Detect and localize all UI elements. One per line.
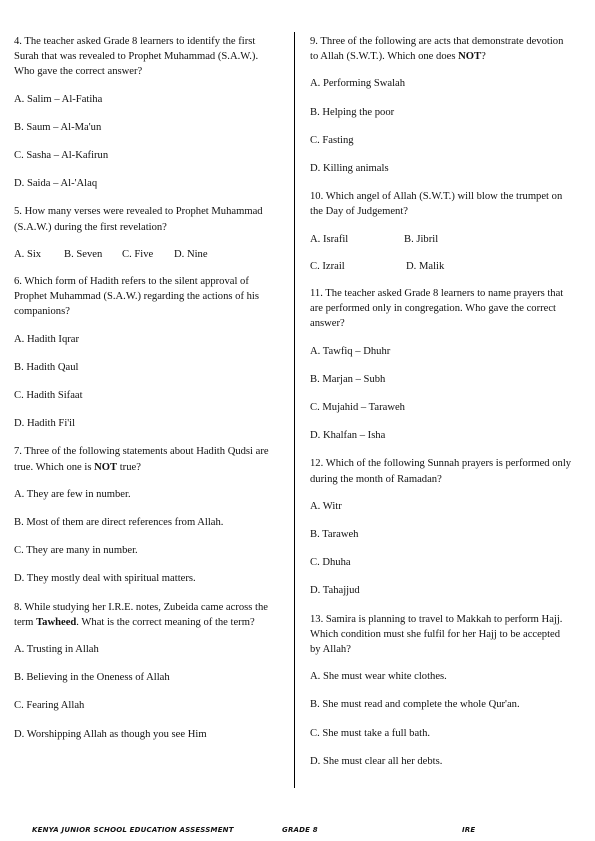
question-6: 6. Which form of Hadith refers to the silent approval of Prophet Muhammad (S.A.W.) regarding the actions of his companions? [14, 276, 259, 318]
q4-option-a: A. Salim – Al-Fatiha [14, 93, 103, 105]
q10-option-d: D. Malik [406, 260, 445, 272]
q9-option-a: A. Performing Swalah [310, 78, 406, 90]
q8-text: 8. While studying her I.R.E. notes, Zubeida came across the term [14, 601, 268, 628]
question-9 [310, 34, 572, 64]
q9-emphasis: NOT [458, 51, 482, 63]
q9-option-d: D. Killing animals [310, 163, 389, 175]
q12-option-d: D. Tahajjud [310, 585, 360, 597]
q10-option-b: B. Jibril [404, 233, 439, 245]
q12-option-c: C. Dhuha [310, 557, 351, 569]
q13-option-b: B. She must read and complete the whole Qur'an. [310, 699, 520, 711]
q5-option-a: A. Six [14, 248, 42, 260]
q8-option-d: D. Worshipping Allah as though you see Him [14, 728, 207, 740]
q7-emphasis: NOT [94, 461, 118, 473]
q7-option-a: A. They are few in number. [14, 488, 131, 500]
q5-option-b: B. Seven [64, 248, 103, 260]
q7-text: 7. Three of the following statements about Hadith Qudsi are true. Which one is [14, 446, 269, 473]
q8-option-a: A. Trusting in Allah [14, 644, 99, 656]
q5-option-c: C. Five [122, 248, 154, 260]
q9-option-b: B. Helping the poor [310, 106, 395, 118]
footer-grade: GRADE 8 [282, 826, 318, 834]
q6-option-d: D. Hadith Fi'il [14, 418, 76, 430]
q5-options-row [14, 247, 272, 262]
q12-option-b: B. Taraweh [310, 529, 359, 541]
question-12: 12. Which of the following Sunnah prayers is performed only during the month of Ramadan? [310, 458, 572, 485]
q7-option-b: B. Most of them are direct references from Allah. [14, 517, 224, 529]
q4-option-c: C. Sasha – Al-Kafirun [14, 150, 109, 162]
question-11: 11. The teacher asked Grade 8 learners to name prayers that are performed only in congregation. Who gave the correct answer? [310, 288, 564, 330]
q8-text-end: . What is the correct meaning of the term? [76, 616, 255, 628]
q10-options-row-2 [310, 259, 572, 274]
q8-emphasis: Tawheed [36, 616, 77, 628]
q13-option-a: A. She must wear white clothes. [310, 671, 447, 683]
q7-option-c: C. They are many in number. [14, 545, 138, 557]
q8-option-b: B. Believing in the Oneness of Allah [14, 672, 170, 684]
q6-option-b: B. Hadith Qaul [14, 361, 79, 373]
right-column [310, 34, 572, 782]
footer-subject: IRE [462, 826, 476, 834]
question-5: 5. How many verses were revealed to Prophet Muhammad (S.A.W.) during the first revelation? [14, 206, 263, 233]
q7-option-d: D. They mostly deal with spiritual matters. [14, 573, 196, 585]
q13-option-d: D. She must clear all her debts. [310, 755, 443, 767]
question-4: 4. The teacher asked Grade 8 learners to identify the first Surah that was revealed to Prophet Muhammad (S.A.W.). Who gave the correct answer? [14, 36, 259, 78]
q11-option-d: D. Khalfan – Isha [310, 430, 386, 442]
left-column [14, 34, 272, 755]
q10-option-c: C. Izrail [310, 260, 345, 272]
q4-option-b: B. Saum – Al-Ma'un [14, 121, 102, 133]
q9-option-c: C. Fasting [310, 134, 354, 146]
q11-option-a: A. Tawfiq – Dhuhr [310, 345, 391, 357]
q11-option-c: C. Mujahid – Taraweh [310, 402, 405, 414]
q8-option-c: C. Fearing Allah [14, 700, 85, 712]
question-7 [14, 444, 272, 474]
q13-option-c: C. She must take a full bath. [310, 727, 431, 739]
q5-option-d: D. Nine [174, 248, 208, 260]
question-8 [14, 600, 272, 630]
q10-option-a: A. Israfil [310, 233, 349, 245]
column-divider [294, 32, 295, 788]
q9-text-end: ? [481, 51, 486, 63]
q11-option-b: B. Marjan – Subh [310, 373, 386, 385]
q4-option-d: D. Saida – Al-'Alaq [14, 178, 98, 190]
q12-option-a: A. Witr [310, 500, 342, 512]
q6-option-a: A. Hadith Iqrar [14, 333, 80, 345]
q9-text: 9. Three of the following are acts that demonstrate devotion to Allah (S.W.T.). Which one does [310, 36, 564, 63]
q7-text-end: true? [117, 461, 141, 473]
question-10: 10. Which angel of Allah (S.W.T.) will blow the trumpet on the Day of Judgement? [310, 191, 563, 218]
q10-options-row-1 [310, 232, 572, 247]
question-13: 13. Samira is planning to travel to Makkah to perform Hajj. Which condition must she fulfil for her Hajj to be accepted by Allah? [310, 613, 563, 656]
q6-option-c: C. Hadith Sifaat [14, 390, 83, 402]
footer-assessment-name: KENYA JUNIOR SCHOOL EDUCATION ASSESSMENT [32, 826, 234, 834]
